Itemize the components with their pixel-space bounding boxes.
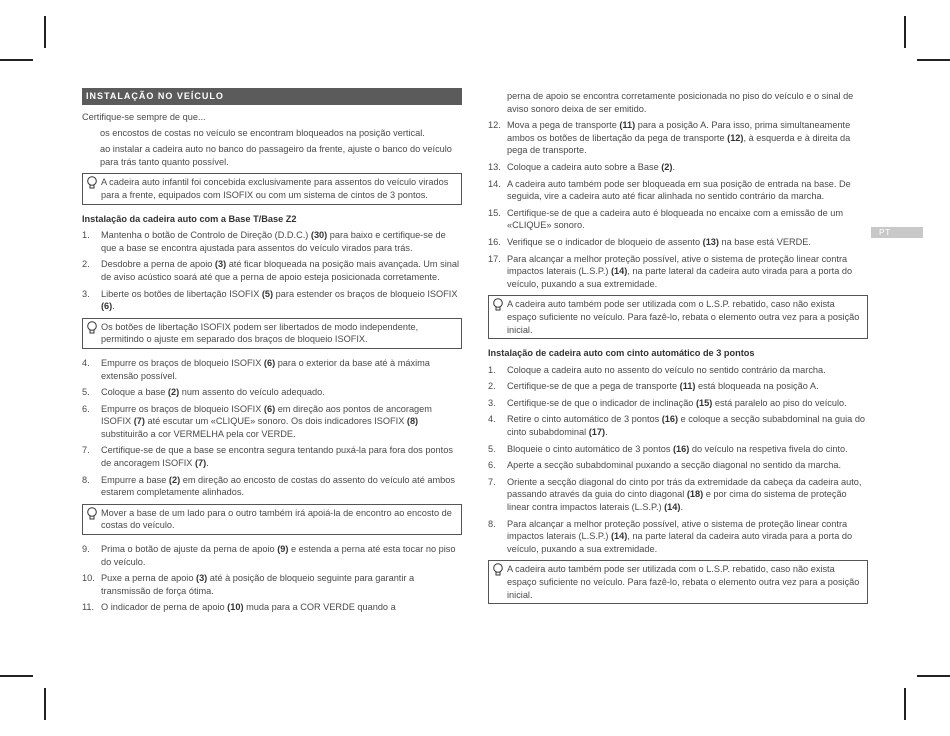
crop-mark: [904, 688, 906, 720]
lightbulb-icon: [86, 321, 98, 335]
lightbulb-icon: [86, 507, 98, 521]
lightbulb-icon: [86, 176, 98, 190]
belt-step-6: 6. Aperte a secção subabdominal puxando a secção diagonal no sentido da marcha.: [488, 460, 842, 471]
step-15: 15. Certifique-se de que a cadeira auto é bloqueada no encaixe com a emissão de um «CLIQUE» sonoro.: [488, 207, 844, 231]
subheading: Instalação da cadeira auto com a Base T/Base Z2: [82, 213, 297, 224]
belt-step-1: 1. Coloque a cadeira auto no assento do veículo no sentido contrário da marcha.: [488, 364, 826, 375]
step-6: 6. Empurre os braços de bloqueio ISOFIX (6) em direção aos pontos de ancoragem ISOFIX (7) até escutar um «CLIQUE» sonoro. Os dois indicadores ISOFIX (8) substituirão a cor VERMELHA pela cor VERDE.: [82, 403, 432, 439]
note-text: A cadeira auto infantil foi concebida exclusivamente para assentos do veículo virados para a frente, equipados com ISOFIX ou com um sistema de cintos de 3 pontos.: [101, 177, 449, 200]
step-17: 17. Para alcançar a melhor proteção possível, ative o sistema de proteção linear contra impactos laterais (L.S.P.) (14), na parte lateral da cadeira auto virada para a porta do veículo, puxando a sua extremidade.: [488, 253, 853, 289]
belt-step-5: 5. Bloqueie o cinto automático de 3 pontos (16) do veículo na respetiva fivela do cinto.: [488, 443, 848, 454]
step-7: 7. Certifique-se de que a base se encontra segura tentando puxá-la para fora dos pontos de ancoragem ISOFIX (7).: [82, 445, 453, 469]
step-4: 4. Empurre os braços de bloqueio ISOFIX (6) para o exterior da base até à máxima extensão possível.: [82, 357, 430, 381]
crop-mark: [44, 16, 46, 48]
note-box: [488, 560, 868, 604]
note-text: A cadeira auto também pode ser utilizada com o L.S.P. rebatido, caso não exista espaço suficiente no veículo. Para fazê-lo, rebata o elemento outra vez para a posição inicial.: [507, 564, 860, 600]
step-16: 16. Verifique se o indicador de bloqueio de assento (13) na base está VERDE.: [488, 236, 811, 247]
step-1: 1. Mantenha o botão de Controlo de Direção (D.D.C.) (30) para baixo e certifique-se de que a base se encontra ajustada para assentos do veículo virados para trás.: [82, 230, 446, 253]
belt-step-4: 4. Retire o cinto automático de 3 pontos (16) e coloque a secção subabdominal na guia do cinto subabdominal (17).: [488, 414, 866, 438]
list-item: ao instalar a cadeira auto no banco do passageiro da frente, ajuste o banco do veículo para trás tanto quanto possível.: [100, 144, 452, 167]
continuation-text: perna de apoio se encontra corretamente posicionada no piso do veículo e o sinal de aviso sonoro deixa de ser emitido.: [507, 91, 854, 114]
note-text: Mover a base de um lado para o outro também irá apoiá-la de encontro ao encosto de costas do veículo.: [101, 507, 452, 531]
note-text: Os botões de libertação ISOFIX podem ser libertados de modo independente, permitindo o ajuste em separado dos braços de bloqueio ISOFIX.: [101, 321, 419, 345]
step-2: 2. Desdobre a perna de apoio (3) até ficar bloqueada na posição mais avançada. Um sinal de aviso acústico soará até que a perna de apoio esteja posicionada corretamente.: [82, 259, 460, 282]
step-12: 12. Mova a pega de transporte (11) para a posição A. Para isso, prima simultaneamente ambos os botões de libertação da pega de transporte (12), à esquerda e à direita da pega de transporte.: [488, 120, 851, 156]
belt-step-3: 3. Certifique-se de que o indicador de inclinação (15) está paralelo ao piso do veículo.: [488, 397, 847, 408]
note-box: [82, 173, 462, 204]
note-box: [82, 318, 462, 349]
crop-mark: [44, 688, 46, 720]
note-box: [488, 295, 868, 339]
note-box: [82, 504, 462, 535]
crop-mark: [917, 675, 950, 677]
subheading: Instalação de cadeira auto com cinto automático de 3 pontos: [488, 348, 755, 359]
intro-text: Certifique-se sempre de que...: [82, 112, 206, 122]
language-tab: PT: [871, 227, 923, 238]
crop-mark: [904, 16, 906, 48]
left-column: [82, 88, 462, 618]
step-5: 5. Coloque a base (2) num assento do veículo adequado.: [82, 387, 325, 398]
note-text: A cadeira auto também pode ser utilizada com o L.S.P. rebatido, caso não exista espaço suficiente no veículo. Para fazê-lo, rebata o elemento outra vez para a posição inicial.: [507, 299, 860, 335]
step-3: 3. Liberte os botões de libertação ISOFIX (5) para estender os braços de bloqueio ISOFIX (6).: [82, 288, 458, 312]
step-10: 10. Puxe a perna de apoio (3) até à posição de bloqueio seguinte para garantir a transmissão de força ótima.: [82, 573, 415, 596]
step-8: 8. Empurre a base (2) em direção ao encosto de costas do assento do veículo até ambos estarem completamente alinhados.: [82, 474, 455, 498]
crop-mark: [0, 675, 33, 677]
step-9: 9. Prima o botão de ajuste da perna de apoio (9) e estenda a perna até esta tocar no piso do veículo.: [82, 544, 456, 567]
step-11: 11. O indicador de perna de apoio (10) muda para a COR VERDE quando a: [82, 602, 396, 613]
lightbulb-icon: [492, 563, 504, 577]
step-13: 13. Coloque a cadeira auto sobre a Base (2).: [488, 161, 676, 172]
crop-mark: [917, 59, 950, 61]
crop-mark: [0, 59, 33, 61]
belt-step-8: 8. Para alcançar a melhor proteção possível, ative o sistema de proteção linear contra impactos laterais (L.S.P.) (14), na parte lateral da cadeira auto virada para a porta do veículo, puxando a sua extremidade.: [488, 518, 853, 554]
belt-step-2: 2. Certifique-se de que a pega de transporte (11) está bloqueada na posição A.: [488, 381, 819, 392]
step-14: 14. A cadeira auto também pode ser bloqueada em sua posição de entrada na base. De seguida, vire a cadeira auto até ficar alinhada no sentido contrário da marcha.: [488, 178, 851, 202]
right-column: [488, 90, 868, 612]
list-item: os encostos de costas no veículo se encontram bloqueados na posição vertical.: [100, 127, 425, 138]
lightbulb-icon: [492, 298, 504, 312]
section-heading: INSTALAÇÃO NO VEÍCULO: [82, 88, 462, 105]
belt-step-7: 7. Oriente a secção diagonal do cinto por trás da extremidade da cabeça da cadeira auto, passando através da guia do cinto diagonal (18) e por cima do sistema de proteção linear contra impactos laterais (L.S.P.) (14).: [488, 476, 862, 513]
